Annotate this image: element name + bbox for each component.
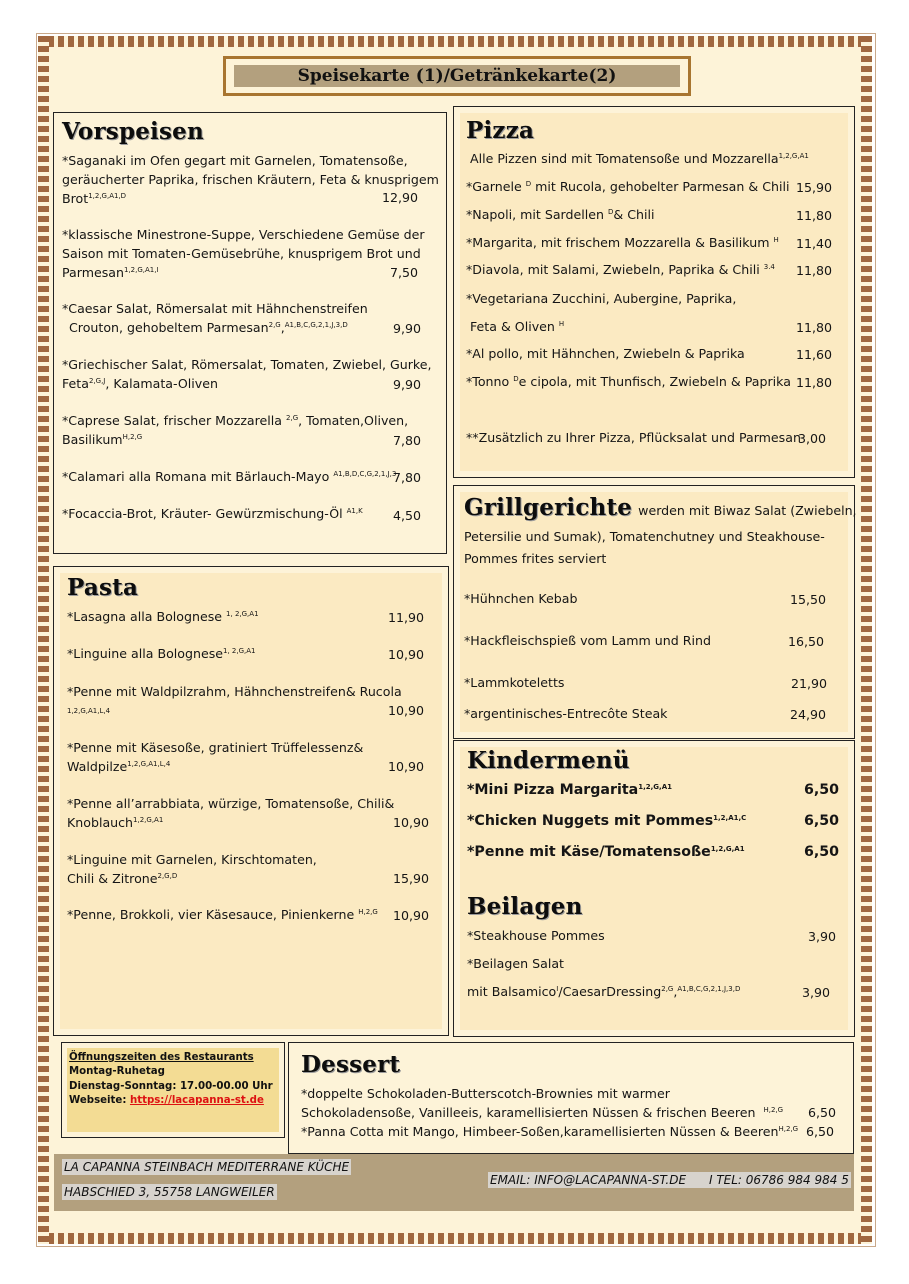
item-price: 24,90 [789,707,826,722]
menu-item: *Calamari alla Romana mit Bärlauch-Mayo $^{A1,B,D,C,G,2,1,J,3}$ [62,469,397,484]
item-price: 11,90 [387,610,424,625]
menu-item: *Napoli, mit Sardellen $^D$& Chili [466,207,655,222]
website-line: Webseite: https://lacapanna-st.de [69,1095,264,1106]
opening-hours-box [61,1042,285,1138]
item-price: 11,80 [795,263,832,278]
menu-item: *Lasagna alla Bolognese $^{1, 2,G,A1}$ [67,609,259,624]
menu-item: *Caesar Salat, Römersalat mit Hähnchenstreifen Crouton, gehobeltem Parmesan$^{2,G}$,$^{A1,B,C,G,2,1,J,3,D}$ [62,301,368,335]
item-price: 15,90 [392,871,429,886]
menu-item: *Hackfleischspieß vom Lamm und Rind [464,633,711,648]
item-price: 10,90 [387,759,424,774]
grill-header: Grillgerichte werden mit Biwaz Salat (Zwiebeln, [464,494,857,521]
item-price: 10,90 [392,908,429,923]
item-price: 7,80 [392,433,421,448]
menu-item: *Mini Pizza Margarita$^{1,2,G,A1}$ [467,782,672,798]
menu-item: *Penne mit Käsesoße, gratiniert Trüffelessenz& Waldpilze$^{1,2,G,A1,L,4}$ [67,740,364,774]
menu-item: *klassische Minestrone-Suppe, Verschiedene Gemüse der Saison mit Tomaten-Gemüsebrühe, knusprigem Brot und Parmesan$^{1,2,G,A1,I}$ [62,227,425,280]
menu-item: *doppelte Schokoladen-Butterscotch-Brownies mit warmer Schokoladensoße, Vanilleeis, karamellisierten Nüssen & frischen Beeren $^{H,2,G}$ *Panna Cotta mit Mango, Himbeer-Soßen,karamellisierten Nüssen & Beeren$^{H,2,G}$ [301,1086,799,1139]
menu-item: *Penne, Brokkoli, vier Käsesauce, Pinienkerne $^{H,2,G}$ [67,907,378,922]
item-price: 3,00 [797,431,826,446]
menu-item: mit Balsamico$^I$/CaesarDressing$^{2,G}$,$^{A1,B,C,G,2,1,J,3,D}$ [467,984,741,999]
restaurant-name: LA CAPANNA STEINBACH MEDITERRANE KÜCHE [64,1160,350,1174]
item-price: 7,80 [392,470,421,485]
item-price: 12,90 [381,190,418,205]
menu-item: *Steakhouse Pommes [467,928,605,943]
beilagen-title: Beilagen [467,893,583,920]
item-price: 6,50 [803,782,839,798]
menu-item: *Focaccia-Brot, Kräuter- Gewürzmischung-Öl $^{A1,K}$ [62,506,363,521]
item-price: 11,80 [795,320,832,335]
menu-item: *Margarita, mit frischem Mozzarella & Basilikum $^H$ [466,235,779,250]
pizza-panel [453,106,855,478]
item-price: 15,50 [789,592,826,607]
menu-item: *Al pollo, mit Hähnchen, Zwiebeln & Paprika [466,346,745,361]
website-link[interactable]: https://lacapanna-st.de [129,1095,264,1106]
grill-title: Grillgerichte [464,494,633,521]
item-price: 6,50 [807,1105,836,1120]
menu-item: *Garnele $^D$ mit Rucola, gehobelter Parmesan & Chili [466,179,790,194]
opening-hours-line: Montag-Ruhetag [69,1066,165,1077]
item-price: 11,80 [795,208,832,223]
menu-item: *Linguine mit Garnelen, Kirschtomaten, Chili & Zitrone$^{2,G,D}$ [67,852,317,886]
item-price: 3,90 [807,929,836,944]
pizza-title: Pizza [466,117,535,144]
restaurant-address: HABSCHIED 3, 55758 LANGWEILER [64,1185,275,1199]
menu-item: *Tonno $^D$e cipola, mit Thunfisch, Zwiebeln & Paprika [466,374,791,389]
item-price: 10,90 [387,703,424,718]
menu-item: *Griechischer Salat, Römersalat, Tomaten, Zwiebel, Gurke, Feta$^{2,G,J}$, Kalamata-Oliven [62,357,432,391]
item-price: 10,90 [392,815,429,830]
pizza-intro: Alle Pizzen sind mit Tomatensoße und Mozzarella$^{1,2,G,A1}$ [470,151,809,166]
item-price: 21,90 [790,676,827,691]
vorspeisen-title: Vorspeisen [62,118,204,145]
menu-header [223,56,691,96]
kinder-title: Kindermenü [467,747,630,774]
pasta-title: Pasta [67,574,139,601]
opening-hours-line: Dienstag-Sonntag: 17.00-00.00 Uhr [69,1081,273,1092]
item-price: 4,50 [392,508,421,523]
menu-item: *Penne mit Käse/Tomatensoße$^{1,2,G,A1}$ [467,844,745,860]
menu-item: *Penne all’arrabbiata, würzige, Tomatensoße, Chili& Knoblauch$^{1,2,G,A1}$ [67,796,395,830]
item-price: 3,90 [801,985,830,1000]
item-price: 9,90 [392,321,421,336]
menu-item: Feta & Oliven $^H$ [470,319,565,334]
menu-item: *argentinisches-Entrecôte Steak [464,706,668,721]
menu-item: *Hühnchen Kebab [464,591,578,606]
grill-panel [453,485,855,739]
item-price: 7,50 [389,265,418,280]
item-price: 16,50 [787,634,824,649]
menu-item: *Penne mit Waldpilzrahm, Hähnchenstreifen& Rucola $^{1,2,G,A1,L,4}$ [67,684,402,715]
item-price: 15,90 [795,180,832,195]
contact-info: EMAIL: INFO@LACAPANNA-ST.DE I TEL: 06786 984 984 5 [490,1173,849,1187]
grill-intro: Petersilie und Sumak), Tomatenchutney und Steakhouse- Pommes frites serviert [464,529,825,566]
pizza-extra: **Zusätzlich zu Ihrer Pizza, Pflücksalat und Parmesan [466,430,801,445]
item-price: 6,50 [803,844,839,860]
menu-item: *Beilagen Salat [467,956,564,971]
menu-item: *Diavola, mit Salami, Zwiebeln, Paprika & Chili $^{3.4}$ [466,262,775,277]
menu-item: *Lammkoteletts [464,675,565,690]
pasta-panel [53,566,449,1036]
menu-item: *Chicken Nuggets mit Pommes$^{1,2,A1,C}$ [467,813,747,829]
menu-item: *Saganaki im Ofen gegart mit Garnelen, Tomatensoße, geräucherter Paprika, frischen Kräutern, Feta & knusprigem Brot$^{1,2,G,A1,D}$ [62,153,439,206]
item-price: 11,60 [795,347,832,362]
menu-title: Speisekarte (1)/Getränkekarte(2) [234,65,680,87]
item-price: 10,90 [387,647,424,662]
vorspeisen-panel [53,112,447,554]
opening-hours-title: Öffnungszeiten des Restaurants [69,1052,254,1063]
kinder-beilagen-panel [453,740,855,1037]
dessert-title: Dessert [301,1051,401,1078]
dessert-panel [288,1042,854,1154]
item-price: 11,80 [795,375,832,390]
menu-item: *Caprese Salat, frischer Mozzarella $^{2,G}$, Tomaten,Oliven, Basilikum$^{H,2,G}$ [62,413,409,447]
item-price: 9,90 [392,377,421,392]
item-price: 11,40 [795,236,832,251]
menu-item: *Linguine alla Bolognese$^{1, 2,G,A1}$ [67,646,256,661]
footer [54,1154,854,1211]
menu-item: *Vegetariana Zucchini, Aubergine, Paprika, [466,291,737,306]
item-price: 6,50 [805,1124,834,1139]
item-price: 6,50 [803,813,839,829]
